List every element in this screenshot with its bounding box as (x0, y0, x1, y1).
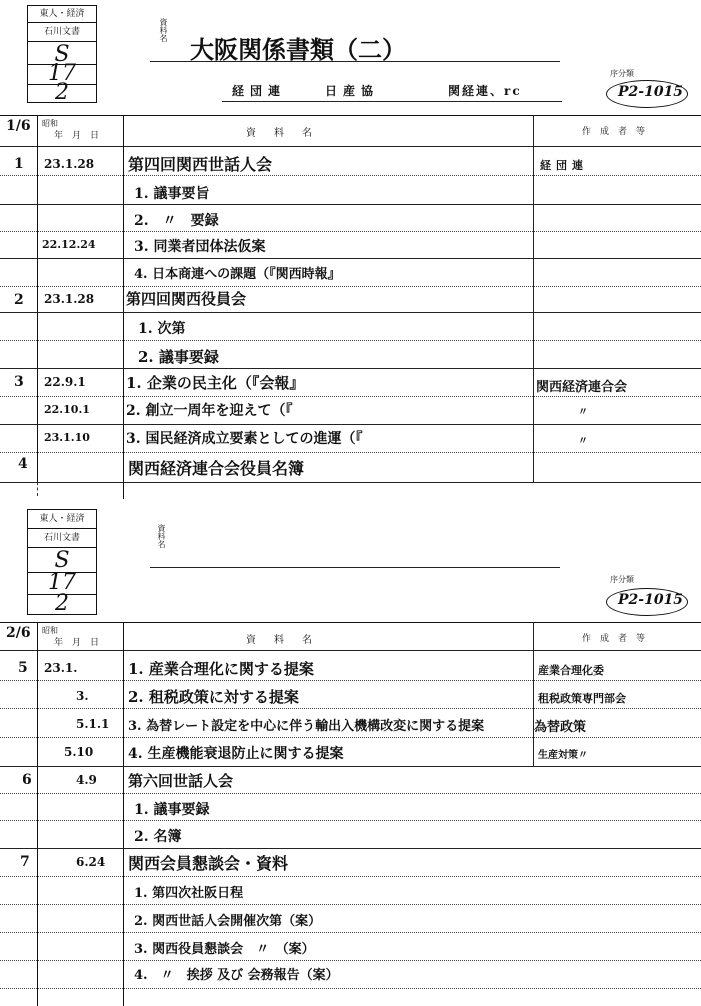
archive-stamp (27, 5, 97, 103)
classification-value-2: P2-1015 (618, 592, 684, 608)
row-author: 〃 (578, 407, 588, 418)
row-date: 6.24 (76, 855, 106, 869)
row-name: 1. 次第 (138, 321, 186, 337)
doc-title: 大阪関係書類（二） (190, 35, 406, 64)
row-name: 4. 〃 挨拶 及び 会務報告（案） (134, 968, 339, 983)
classification-value: P2-1015 (618, 84, 684, 100)
row-name: 3. 国民経済成立要素としての進運（『 (126, 431, 363, 447)
row-name: 4. 日本商連への課題（『関西時報』 (134, 267, 341, 282)
row-name: 第四回関西世話人会 (128, 155, 273, 174)
stamp-line1: 東人・経済 (28, 510, 96, 529)
row-name: 第四回関西役員会 (126, 290, 247, 308)
date-header-2: 年 月 日 (54, 638, 100, 648)
row-name: 関西会員懇談会・資料 (128, 854, 289, 873)
row-name: 1. 議事要旨 (134, 186, 210, 202)
page-number-2: 2/6 (6, 625, 31, 641)
row-name: 4. 生産機能衰退防止に関する提案 (128, 746, 344, 762)
title-label: 資料名 (159, 18, 168, 42)
row-date: 22.12.24 (42, 238, 96, 251)
row-author: 産業合理化委 (538, 664, 604, 677)
row-date: 5.1.1 (76, 717, 110, 731)
row-date: 22.10.1 (44, 403, 90, 416)
row-name: 1. 企業の民主化（『会報』 (126, 374, 305, 392)
org-keidanren: 経団連 (232, 84, 287, 98)
stamp-num3: 2 (55, 80, 69, 105)
row-no: 2 (14, 292, 24, 308)
row-date: 23.1.10 (44, 431, 90, 444)
stamp-num2: 17 (28, 64, 96, 85)
row-name: 2. 関西世話人会開催次第（案） (134, 914, 322, 929)
row-no: 3 (14, 374, 24, 390)
row-name: 3. 同業者団体法仮案 (134, 239, 266, 255)
author-header-2: 作 成 者 等 (582, 634, 646, 644)
row-date: 4.9 (76, 773, 97, 787)
row-name: 2. 議事要録 (138, 348, 219, 366)
org-nissankyo: 日産協 (325, 84, 380, 98)
row-name: 第六回世話人会 (128, 772, 234, 790)
stamp-num1: S (28, 42, 96, 65)
row-name: 関西経済連合会役員名簿 (128, 459, 305, 478)
row-name: 3. 為替レート設定を中心に伴う輸出入機構改変に関する提案 (128, 719, 485, 734)
row-name: 3. 関西役員懇談会 〃 （案） (134, 942, 315, 957)
row-name: 2. 租税政策に対する提案 (128, 688, 299, 706)
row-name: 1. 議事要録 (134, 802, 210, 818)
row-author: 経団連 (540, 159, 588, 172)
row-name: 2. 名簿 (134, 829, 182, 845)
page-number: 1/6 (6, 118, 31, 134)
date-header: 年 月 日 (54, 131, 100, 141)
row-date: 3. (76, 689, 89, 703)
name-header: 資 料 名 (246, 128, 316, 139)
archive-stamp-2 (27, 509, 97, 615)
row-name: 1. 第四次社阪日程 (134, 886, 244, 901)
row-date: 23.1.28 (44, 157, 95, 171)
title-label-2: 資料名 (157, 524, 166, 548)
row-author: 関西経済連合会 (536, 380, 628, 395)
row-no: 5 (18, 660, 28, 676)
row-no: 1 (14, 156, 24, 172)
era-label: 昭和 (42, 119, 58, 128)
stamp-line1: 東人・経済 (28, 6, 96, 23)
row-author: 為替政策 (534, 720, 587, 735)
row-date: 22.9.1 (44, 375, 86, 389)
stamp-line2: 石川文書 (28, 23, 96, 42)
org-kankeiren: 関経連、rc (448, 84, 522, 98)
name-header-2: 資 料 名 (246, 635, 316, 646)
row-no: 6 (22, 772, 32, 788)
row-no: 4 (18, 456, 28, 472)
row-author: 〃 (578, 436, 588, 447)
era-label-2: 昭和 (42, 626, 58, 635)
stamp-num3: 2 (55, 591, 69, 616)
row-date: 5.10 (64, 745, 94, 759)
classification-label: 序分類 (610, 69, 634, 78)
row-date: 23.1. (44, 661, 78, 675)
classification-label-2: 序分類 (610, 575, 634, 584)
stamp-num1: S (28, 548, 96, 573)
row-date: 23.1.28 (44, 292, 95, 306)
row-no: 7 (20, 854, 30, 870)
stamp-line2: 石川文書 (28, 529, 96, 548)
row-author: 租税政策専門部会 (538, 692, 626, 705)
row-name: 2. 〃 要録 (134, 213, 219, 229)
row-name: 1. 産業合理化に関する提案 (128, 660, 314, 678)
stamp-num2: 17 (28, 572, 96, 595)
row-author: 生産対策〃 (538, 750, 588, 761)
author-header: 作 成 者 等 (582, 127, 646, 137)
row-name: 2. 創立一周年を迎えて（『 (126, 403, 293, 419)
